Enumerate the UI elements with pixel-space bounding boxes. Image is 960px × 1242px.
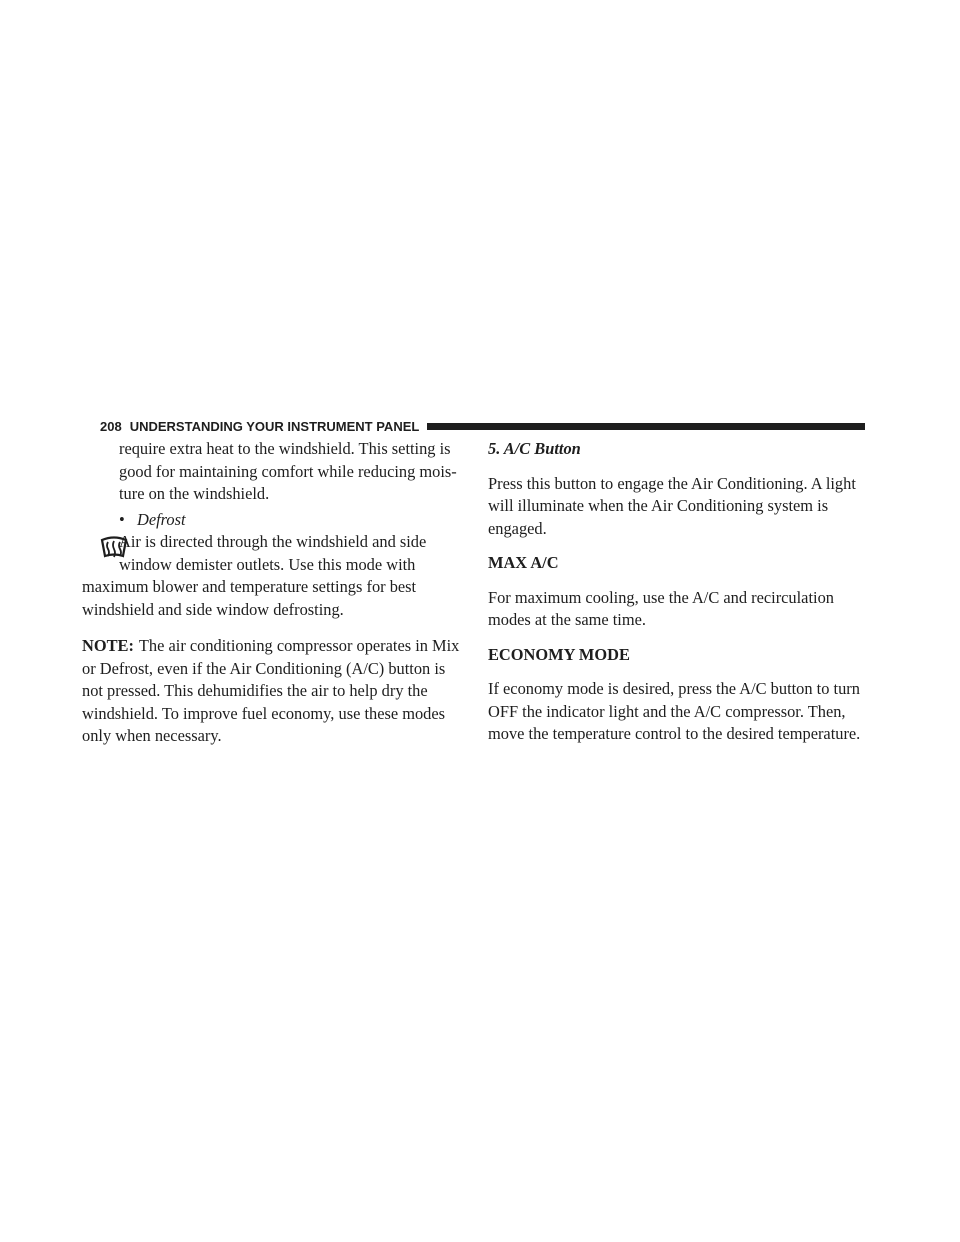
text-line: Air is directed through the windshield and side [119, 532, 427, 551]
section-title: UNDERSTANDING YOUR INSTRUMENT PANEL [129, 418, 420, 434]
defrost-bullet [82, 509, 472, 532]
text-line: ture on the windshield. [119, 484, 270, 503]
bullet-symbol: • [119, 509, 125, 529]
text-line: good for maintaining comfort while reducing mois- [119, 461, 457, 481]
text-line: windshield. To improve fuel economy, use these modes [82, 703, 446, 723]
text-line: If economy mode is desired, press the A/C button to turn [488, 679, 860, 698]
page-header [100, 418, 865, 434]
max-ac-paragraph [488, 587, 865, 632]
economy-mode-paragraph [488, 678, 865, 746]
text-line: The air conditioning compressor operates in Mix [138, 636, 460, 655]
text-line: maximum blower and temperature settings for best [82, 577, 417, 596]
text-line: engaged. [488, 518, 547, 538]
right-column [488, 438, 865, 746]
max-ac-heading: MAX A/C [488, 553, 559, 572]
note-paragraph [82, 635, 472, 748]
text-line: require extra heat to the windshield. This setting is [119, 439, 451, 458]
economy-mode-heading: ECONOMY MODE [488, 644, 630, 664]
text-line: will illuminate when the Air Conditioning system is [488, 496, 829, 515]
defrost-description [82, 531, 472, 621]
text-line: OFF the indicator light and the A/C compressor. Then, [488, 701, 846, 721]
note-label: NOTE: [82, 636, 134, 655]
text-line: For maximum cooling, use the A/C and recirculation [488, 587, 834, 607]
text-line: modes at the same time. [488, 610, 646, 629]
intro-paragraph [82, 438, 472, 506]
text-line: or Defrost, even if the Air Conditioning (A/C) button is [82, 658, 446, 678]
page-number: 208 [100, 418, 122, 434]
ac-button-paragraph [488, 473, 865, 541]
ac-button-heading: 5. A/C Button [488, 439, 581, 458]
windshield-defrost-icon [100, 536, 128, 562]
text-line: not pressed. This dehumidifies the air to help dry the [82, 681, 428, 700]
text-line: move the temperature control to the desired temperature. [488, 724, 861, 743]
text-line: Press this button to engage the Air Conditioning. A light [488, 473, 856, 493]
left-column [82, 438, 472, 748]
text-line: only when necessary. [82, 726, 222, 745]
header-rule [427, 423, 865, 430]
defrost-title: Defrost [137, 509, 186, 529]
text-line: window demister outlets. Use this mode with [119, 554, 416, 574]
text-line: windshield and side window defrosting. [82, 599, 344, 619]
